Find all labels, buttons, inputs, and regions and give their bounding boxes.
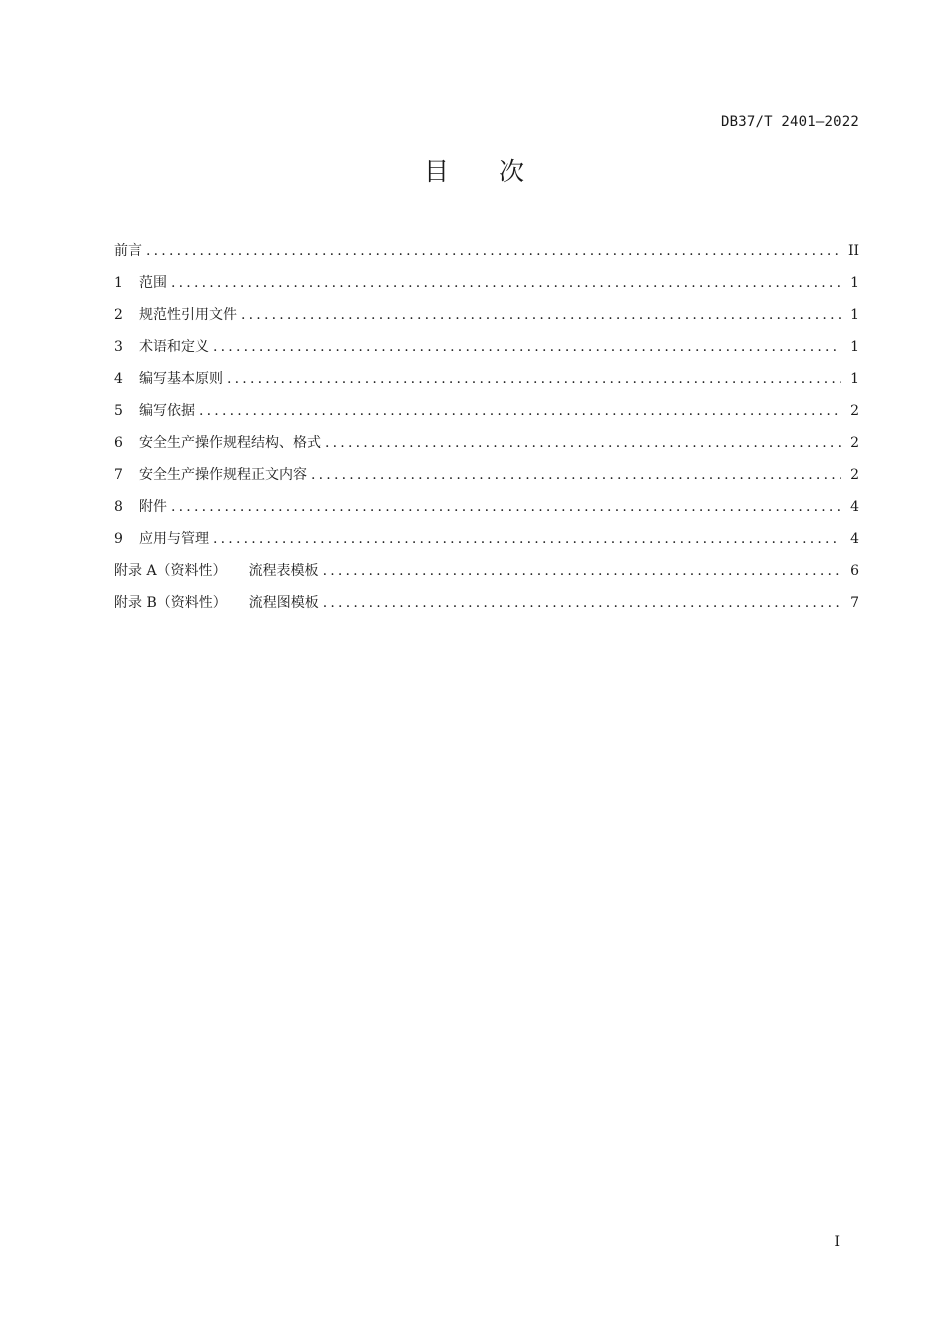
toc-entry-label: 术语和定义 — [139, 339, 209, 355]
toc-entry-page: 1 — [850, 339, 859, 355]
toc-title-char-2: 次 — [499, 157, 527, 186]
toc-leader-dots — [311, 467, 841, 483]
toc-leader-dots — [323, 595, 841, 611]
toc-entry-number: 9 — [114, 531, 123, 547]
toc-entry-number: 2 — [114, 307, 123, 323]
toc-entry-number: 4 — [114, 371, 123, 387]
toc-entry-appendix-b[interactable] — [114, 592, 859, 624]
toc-leader-dots — [241, 307, 841, 323]
toc-entry-page: 4 — [850, 531, 859, 547]
toc-entry-label: 编写依据 — [139, 403, 195, 419]
toc-leader-dots — [213, 339, 841, 355]
toc-leader-dots — [213, 531, 841, 547]
toc-entry-label: 附件 — [139, 499, 167, 515]
toc-entry-page: 2 — [850, 403, 859, 419]
toc-entry-label: 应用与管理 — [139, 531, 209, 547]
toc-entry-page: II — [847, 243, 859, 259]
appendix-title: 流程图模板 — [248, 595, 319, 611]
toc-entry-7[interactable] — [114, 464, 859, 496]
toc-leader-dots — [171, 499, 841, 515]
toc-entry-label: 安全生产操作规程正文内容 — [139, 467, 307, 483]
toc-entry-9[interactable] — [114, 528, 859, 560]
appendix-designation: 附录 B（资料性） — [114, 595, 227, 611]
table-of-contents — [114, 240, 859, 624]
toc-entry-label: 编写基本原则 — [139, 371, 223, 387]
toc-entry-number: 3 — [114, 339, 123, 355]
toc-entry-page: 6 — [850, 563, 859, 579]
toc-entry-3[interactable] — [114, 336, 859, 368]
toc-entry-page: 1 — [850, 371, 859, 387]
toc-entry-page: 1 — [850, 307, 859, 323]
toc-entry-4[interactable] — [114, 368, 859, 400]
toc-title-char-1: 目 — [423, 157, 451, 186]
toc-entry-8[interactable] — [114, 496, 859, 528]
toc-leader-dots — [171, 275, 841, 291]
toc-title — [0, 152, 950, 188]
toc-leader-dots — [323, 563, 841, 579]
toc-entry-foreword[interactable] — [114, 240, 859, 272]
toc-leader-dots — [227, 371, 841, 387]
toc-entry-page: 4 — [850, 499, 859, 515]
toc-leader-dots — [325, 435, 841, 451]
toc-entry-label — [114, 560, 319, 580]
toc-entry-page: 1 — [850, 275, 859, 291]
toc-entry-page: 2 — [850, 467, 859, 483]
toc-entry-label: 安全生产操作规程结构、格式 — [139, 435, 321, 451]
toc-entry-label: 规范性引用文件 — [139, 307, 237, 323]
appendix-designation: 附录 A（资料性） — [114, 563, 227, 579]
toc-entry-5[interactable] — [114, 400, 859, 432]
toc-leader-dots — [199, 403, 841, 419]
appendix-title: 流程表模板 — [248, 563, 319, 579]
toc-entry-appendix-a[interactable] — [114, 560, 859, 592]
page-number: I — [834, 1234, 840, 1250]
toc-entry-label: 前言 — [114, 243, 142, 259]
toc-entry-1[interactable] — [114, 272, 859, 304]
toc-entry-number: 6 — [114, 435, 123, 451]
toc-entry-number: 7 — [114, 467, 123, 483]
toc-entry-number: 1 — [114, 275, 123, 291]
toc-entry-label: 范围 — [139, 275, 167, 291]
toc-leader-dots — [146, 243, 841, 259]
toc-entry-2[interactable] — [114, 304, 859, 336]
toc-entry-6[interactable] — [114, 432, 859, 464]
toc-entry-number: 5 — [114, 403, 123, 419]
document-code: DB37/T 2401—2022 — [720, 114, 859, 130]
toc-entry-page: 7 — [850, 595, 859, 611]
toc-entry-label — [114, 592, 319, 612]
toc-entry-page: 2 — [850, 435, 859, 451]
toc-entry-number: 8 — [114, 499, 123, 515]
